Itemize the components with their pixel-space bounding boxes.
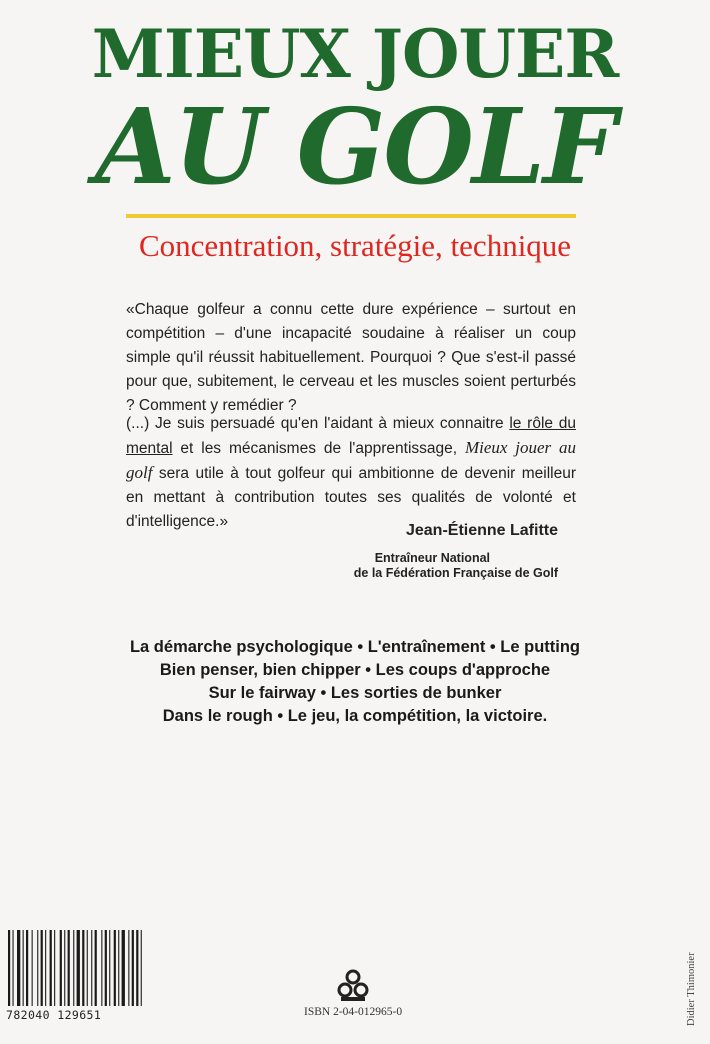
- barcode-bar: [37, 930, 38, 1006]
- barcode-bar: [45, 930, 46, 1006]
- topics-line: Dans le rough • Le jeu, la compétition, la victoire.: [162, 707, 548, 725]
- author-name: Jean-Étienne Lafitte: [405, 522, 558, 539]
- barcode-bar: [13, 930, 14, 1006]
- barcode-bar: [128, 930, 129, 1006]
- barcode-bar: [118, 930, 119, 1006]
- quote-p2-underlined: le rôle du mental: [126, 415, 577, 457]
- topics-line: Sur le fairway • Les sorties de bunker: [208, 684, 502, 702]
- barcode: [6, 930, 154, 1006]
- barcode-bar: [8, 930, 10, 1006]
- barcode-bar: [54, 930, 55, 1006]
- barcode-bar: [64, 930, 65, 1006]
- barcode-number: 782040 129651: [6, 1008, 102, 1022]
- isbn: ISBN 2-04-012965-0: [304, 1006, 403, 1018]
- subtitle: Concentration, stratégie, technique: [138, 228, 572, 263]
- barcode-bar: [41, 930, 43, 1006]
- author-role-line-1: Entraîneur National: [374, 551, 490, 565]
- publisher-logo-icon: [335, 968, 371, 1004]
- barcode-bar: [105, 930, 107, 1006]
- barcode-bar: [136, 930, 138, 1006]
- title-line-2: AU GOLF: [95, 85, 615, 208]
- barcode-bar: [73, 930, 74, 1006]
- barcode-bar: [82, 930, 84, 1006]
- barcode-bar: [60, 930, 62, 1006]
- photo-credit: Didier Thimonier: [686, 952, 697, 1026]
- quote-paragraph-2: [126, 412, 576, 534]
- barcode-bar: [141, 930, 142, 1006]
- title-line-1: MIEUX JOUER: [91, 15, 619, 93]
- barcode-bar: [95, 930, 97, 1006]
- barcode-bar: [32, 930, 33, 1006]
- barcode-bar: [77, 930, 80, 1006]
- yellow-divider: [126, 214, 576, 218]
- barcode-bar: [132, 930, 134, 1006]
- topics-line: Bien penser, bien chipper • Les coups d'approche: [159, 661, 551, 679]
- topics-line: La démarche psychologique • L'entraînement • Le putting: [129, 638, 581, 656]
- author-role-line-2: de la Fédération Française de Golf: [353, 566, 558, 580]
- barcode-bar: [87, 930, 88, 1006]
- barcode-bar: [50, 930, 52, 1006]
- quote-paragraph-1: «Chaque golfeur a connu cette dure expérience – surtout en compétition – d'une incapacité soudaine à réaliser un coup simple qu'il réussit habituellement. Pourquoi ? Que s'est-il passé pour que, subitement, le cerveau et les muscles soient perturbés ? Comment y remédier ?: [126, 301, 576, 414]
- quote-p2-part-b: et les mécanismes de l'apprentissage,: [172, 440, 465, 457]
- barcode-bar: [26, 930, 28, 1006]
- quote-p2-part-c: sera utile à tout golfeur qui ambitionne de devenir meilleur en mettant à contribution toutes ses qualités de volonté et d'intelligence.»: [126, 465, 576, 530]
- barcode-bar: [68, 930, 70, 1006]
- barcode-bar: [91, 930, 92, 1006]
- barcode-bar: [114, 930, 116, 1006]
- quote-p2-book-title: Mieux jouer au golf: [126, 438, 577, 482]
- barcode-bar: [23, 930, 24, 1006]
- barcode-bar: [101, 930, 102, 1006]
- barcode-bar: [17, 930, 20, 1006]
- barcode-bar: [109, 930, 110, 1006]
- quote-p2-part-a: (...) Je suis persuadé qu'en l'aidant à mieux connaitre: [126, 415, 510, 432]
- barcode-bar: [122, 930, 125, 1006]
- topics-list: [120, 636, 590, 728]
